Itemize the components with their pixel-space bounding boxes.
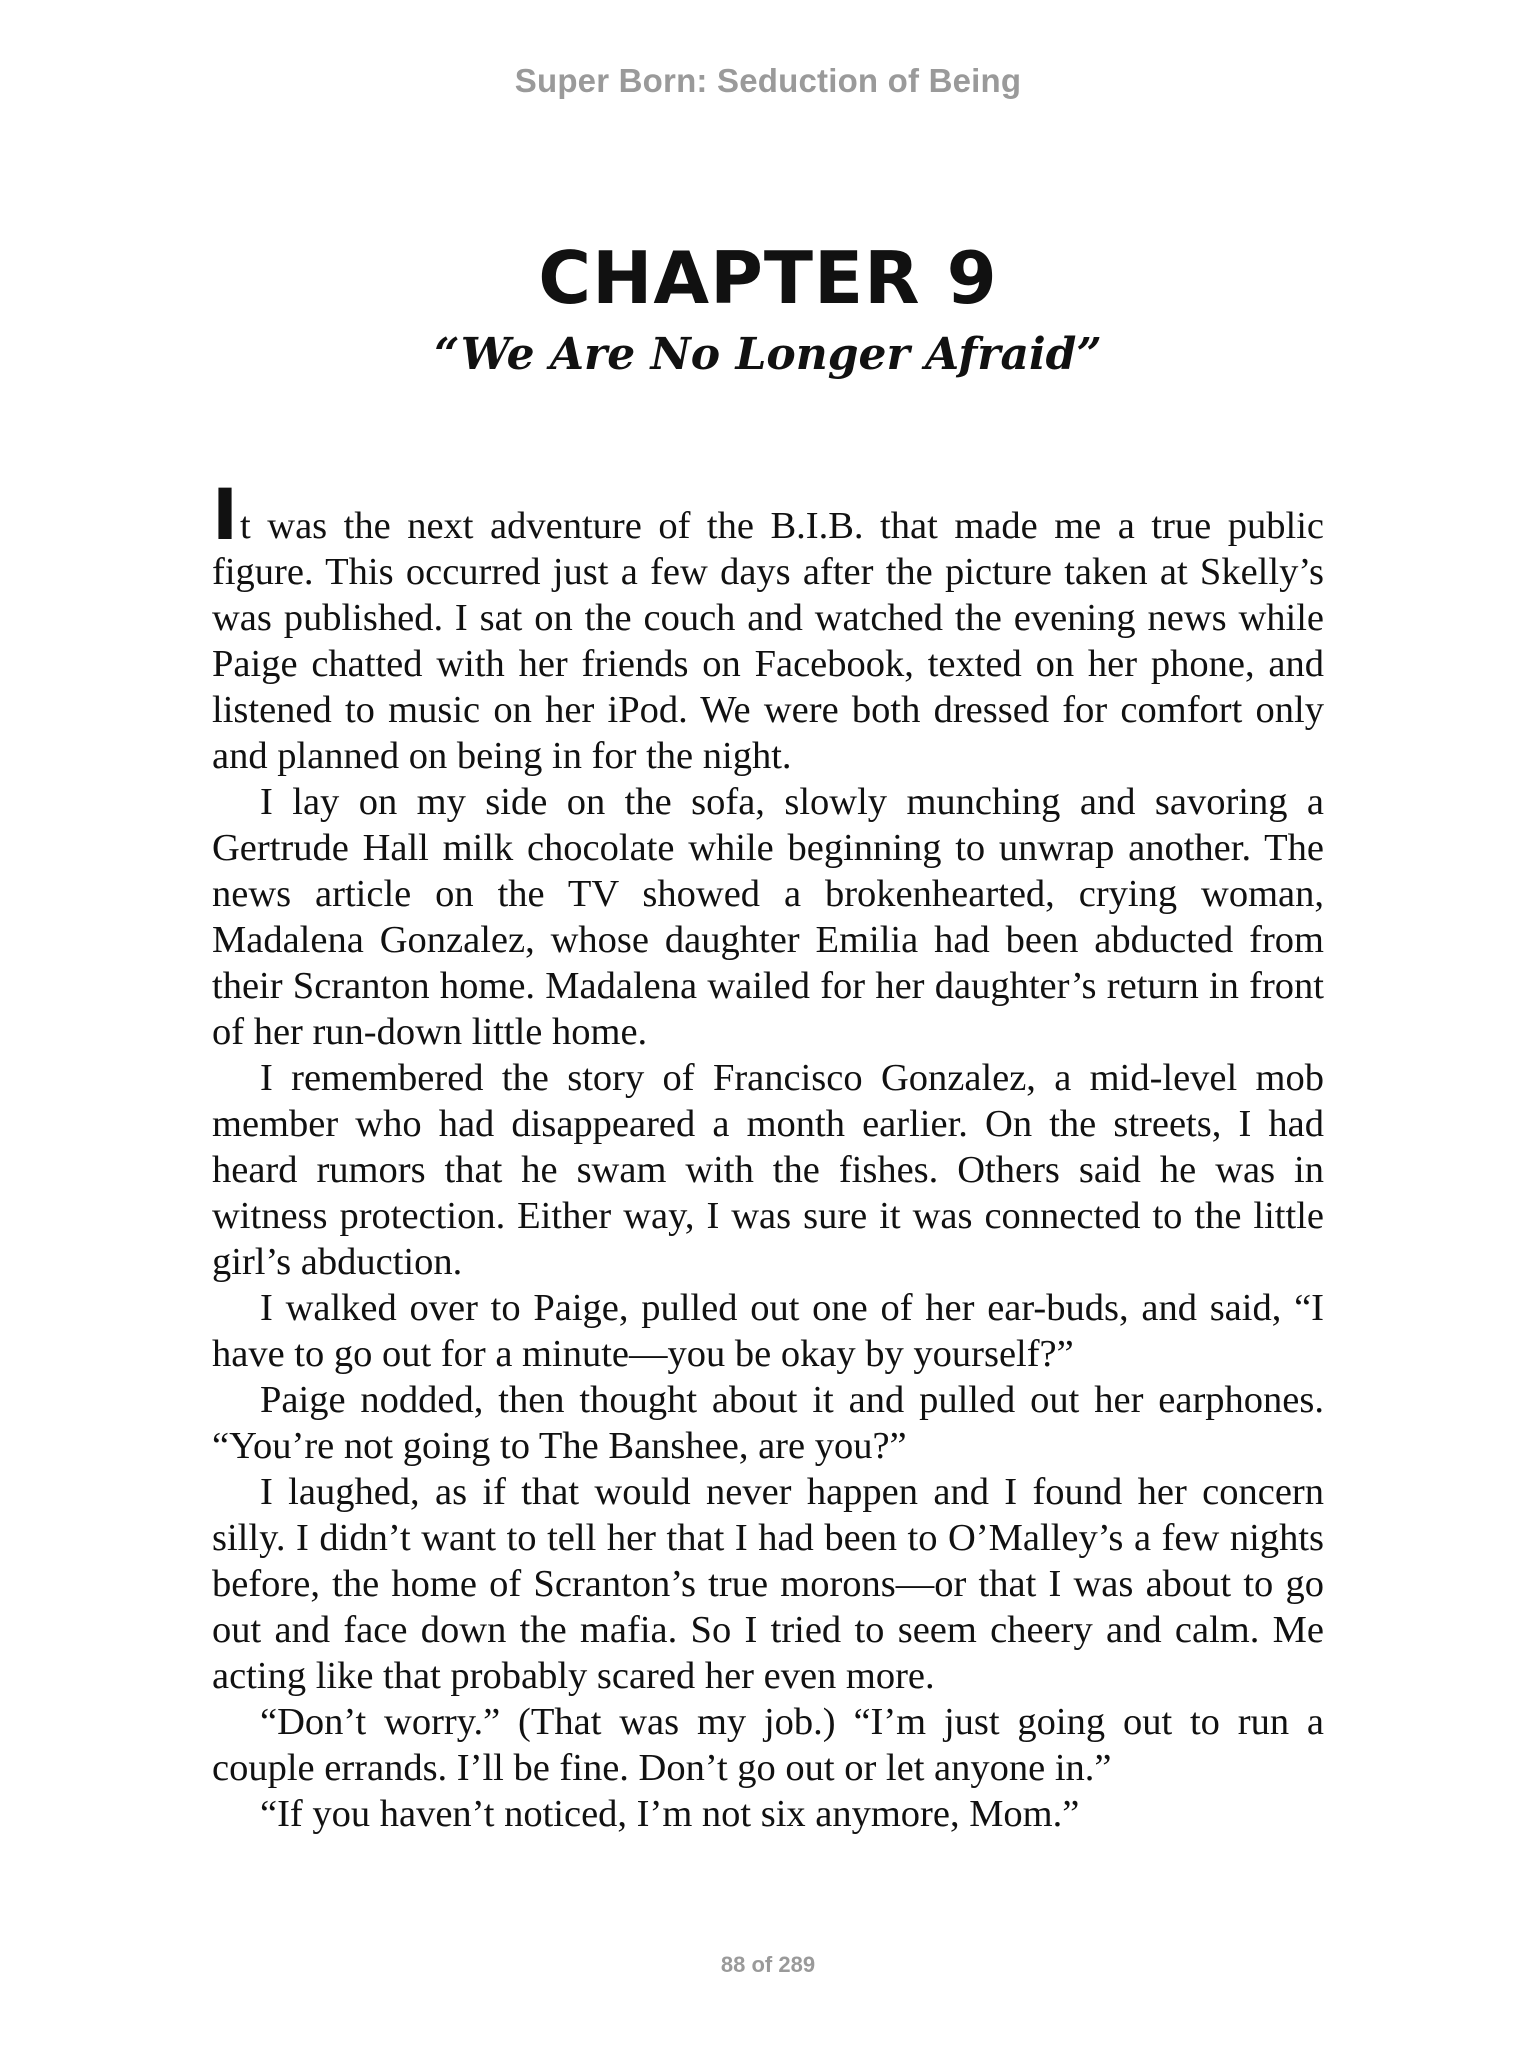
drop-cap: I: [212, 474, 239, 556]
chapter-subtitle: “We Are No Longer Afraid”: [434, 329, 1102, 380]
paragraph: I lay on my side on the sofa, slowly munching and savoring a Gertrude Hall milk chocolate while beginning to unwrap another. The news article on the TV showed a brokenhearted, crying woman, Madalena Gonzalez, whose daughter Emilia had been abducted from their Scranton home. Madalena wailed for her daughter’s return in front of her run-down little home.: [212, 781, 1324, 1053]
paragraph-text: t was the next adventure of the B.I.B. that made me a true public figure. This occurred just a few days after the picture taken at Skelly’s was published. I sat on the couch and watched the evening news while Paige chatted with her friends on Facebook, texted on her phone, and listened to music on her iPod. We were both dressed for comfort only and planned on being in for the night.: [212, 505, 1324, 777]
paragraph: “If you haven’t noticed, I’m not six anymore, Mom.”: [260, 1793, 1080, 1835]
page-indicator: 88 of 289: [720, 1952, 816, 1977]
paragraph: “Don’t worry.” (That was my job.) “I’m just going out to run a couple errands. I’ll be fine. Don’t go out or let anyone in.”: [212, 1701, 1324, 1789]
paragraph: Paige nodded, then thought about it and pulled out her earphones. “You’re not going to The Banshee, are you?”: [212, 1379, 1324, 1467]
paragraph: I laughed, as if that would never happen and I found her concern silly. I didn’t want to tell her that I had been to O’Malley’s a few nights before, the home of Scranton’s true morons—or that I was about to go out and face down the mafia. So I tried to seem cheery and calm. Me acting like that probably scared her even more.: [212, 1471, 1324, 1697]
paragraph: I walked over to Paige, pulled out one of her ear-buds, and said, “I have to go out for a minute—you be okay by yourself?”: [212, 1287, 1324, 1375]
chapter-heading: CHAPTER 9: [538, 236, 998, 320]
running-header-book-title: Super Born: Seduction of Being: [514, 62, 1022, 99]
paragraph: I remembered the story of Francisco Gonzalez, a mid-level mob member who had disappeared a month earlier. On the streets, I had heard rumors that he swam with the fishes. Others said he was in witness protection. Either way, I was sure it was connected to the little girl’s abduction.: [212, 1057, 1324, 1283]
paragraph: [212, 474, 1324, 779]
body-text: [212, 474, 1324, 1837]
